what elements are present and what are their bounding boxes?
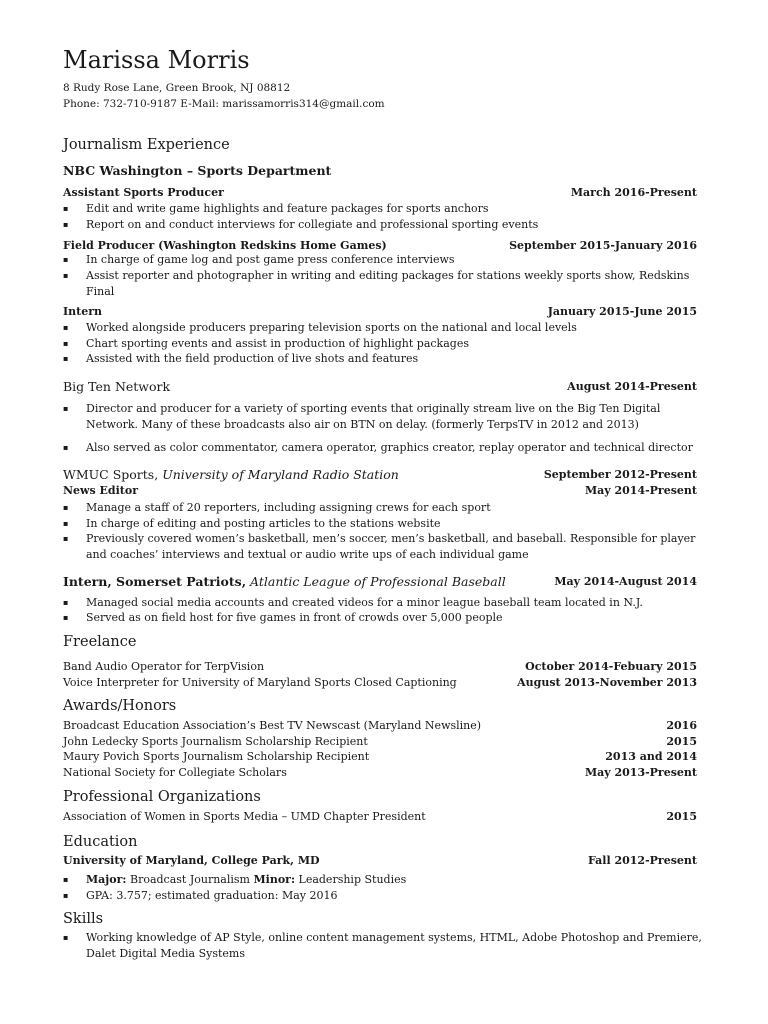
contact-line: Phone: 732-710-9187 E-Mail: marissamorris314@gmail.com bbox=[63, 98, 385, 110]
bullet-item: ▪ GPA: 3.757; estimated graduation: May 2016 bbox=[63, 889, 338, 902]
bullet-item: ▪ Managed social media accounts and created videos for a minor league baseball team located in N.J. bbox=[63, 596, 643, 609]
bullet-item: ▪ Director and producer for a variety of sporting events that originally stream live on the Big Ten Digital Network. Many of these broadcasts also air on BTN on delay. (formerly TerpsTV in 2012 and 2013) bbox=[63, 402, 661, 431]
bullet-item: ▪ Served as on field host for five games in front of crowds over 5,000 people bbox=[63, 611, 503, 624]
section-title-freelance: Freelance bbox=[63, 634, 137, 650]
section-title-education: Education bbox=[63, 834, 138, 850]
bullet-item: ▪ Assist reporter and photographer in writing and editing packages for stations weekly sports show, Redskins Final bbox=[63, 269, 690, 298]
bullet-icon: ▪ bbox=[63, 220, 69, 229]
bullet-icon: ▪ bbox=[63, 404, 69, 413]
org-name: Big Ten Network bbox=[63, 379, 171, 394]
org-name: WMUC Sports, University of Maryland Radio Station bbox=[63, 467, 399, 482]
role-dates: January 2015-June 2015 bbox=[547, 305, 697, 318]
section-title-organizations: Professional Organizations bbox=[63, 789, 261, 805]
bullet-item: ▪ Edit and write game highlights and feature packages for sports anchors bbox=[63, 202, 489, 215]
bullet-item: ▪ In charge of game log and post game press conference interviews bbox=[63, 253, 455, 266]
bullet-item: ▪ In charge of editing and posting articles to the stations website bbox=[63, 517, 441, 530]
candidate-name: Marissa Morris bbox=[63, 46, 250, 74]
bullet-icon: ▪ bbox=[63, 271, 69, 280]
bullet-item: ▪ Also served as color commentator, camera operator, graphics creator, replay operator and technical director bbox=[63, 441, 693, 454]
role-title: News Editor bbox=[63, 484, 139, 497]
section-title-skills: Skills bbox=[63, 911, 104, 927]
bullet-icon: ▪ bbox=[63, 255, 69, 264]
bullet-item: ▪ Worked alongside producers preparing television sports on the national and local levels bbox=[63, 321, 577, 334]
bullet-icon: ▪ bbox=[63, 598, 69, 607]
bullet-icon: ▪ bbox=[63, 354, 69, 363]
org-dates: May 2014-August 2014 bbox=[554, 575, 697, 588]
bullet-item: ▪ Assisted with the field production of live shots and features bbox=[63, 352, 419, 365]
bullet-icon: ▪ bbox=[63, 933, 69, 942]
bullet-item: ▪ Report on and conduct interviews for collegiate and professional sporting events bbox=[63, 218, 539, 231]
bullet-item: ▪ Manage a staff of 20 reporters, including assigning crews for each sport bbox=[63, 501, 491, 514]
bullet-icon: ▪ bbox=[63, 891, 69, 900]
bullet-icon: ▪ bbox=[63, 323, 69, 332]
section-title-journalism: Journalism Experience bbox=[63, 137, 230, 153]
org-name: NBC Washington – Sports Department bbox=[63, 163, 332, 178]
role-title: Field Producer (Washington Redskins Home Games) bbox=[63, 239, 387, 252]
role-title: Assistant Sports Producer bbox=[63, 186, 224, 199]
bullet-icon: ▪ bbox=[63, 875, 69, 884]
bullet-item: ▪ Chart sporting events and assist in production of highlight packages bbox=[63, 337, 469, 350]
org-dates: August 2014-Present bbox=[567, 380, 697, 393]
role-dates: September 2015-January 2016 bbox=[509, 239, 697, 252]
bullet-icon: ▪ bbox=[63, 613, 69, 622]
bullet-item: ▪ Working knowledge of AP Style, online content management systems, HTML, Adobe Photoshop and Premiere, Dalet Digital Media Systems bbox=[63, 931, 702, 960]
section-title-awards: Awards/Honors bbox=[63, 698, 177, 714]
role-dates: March 2016-Present bbox=[570, 186, 697, 199]
bullet-icon: ▪ bbox=[63, 503, 69, 512]
bullet-icon: ▪ bbox=[63, 204, 69, 213]
bullet-icon: ▪ bbox=[63, 519, 69, 528]
address-line: 8 Rudy Rose Lane, Green Brook, NJ 08812 bbox=[63, 82, 291, 94]
bullet-icon: ▪ bbox=[63, 443, 69, 452]
bullet-icon: ▪ bbox=[63, 339, 69, 348]
bullet-icon: ▪ bbox=[63, 534, 69, 543]
role-dates: May 2014-Present bbox=[584, 484, 697, 497]
role-title: Intern bbox=[63, 305, 103, 318]
org-dates: September 2012-Present bbox=[543, 468, 697, 481]
bullet-item: ▪ Major: Broadcast Journalism Minor: Leadership Studies bbox=[63, 873, 407, 886]
bullet-item: ▪ Previously covered women’s basketball, men’s soccer, men’s basketball, and baseball. Responsible for player and coaches’ interviews and textual or audio write ups of each individual game bbox=[63, 532, 696, 561]
org-name: Intern, Somerset Patriots, Atlantic League of Professional Baseball bbox=[63, 574, 506, 589]
